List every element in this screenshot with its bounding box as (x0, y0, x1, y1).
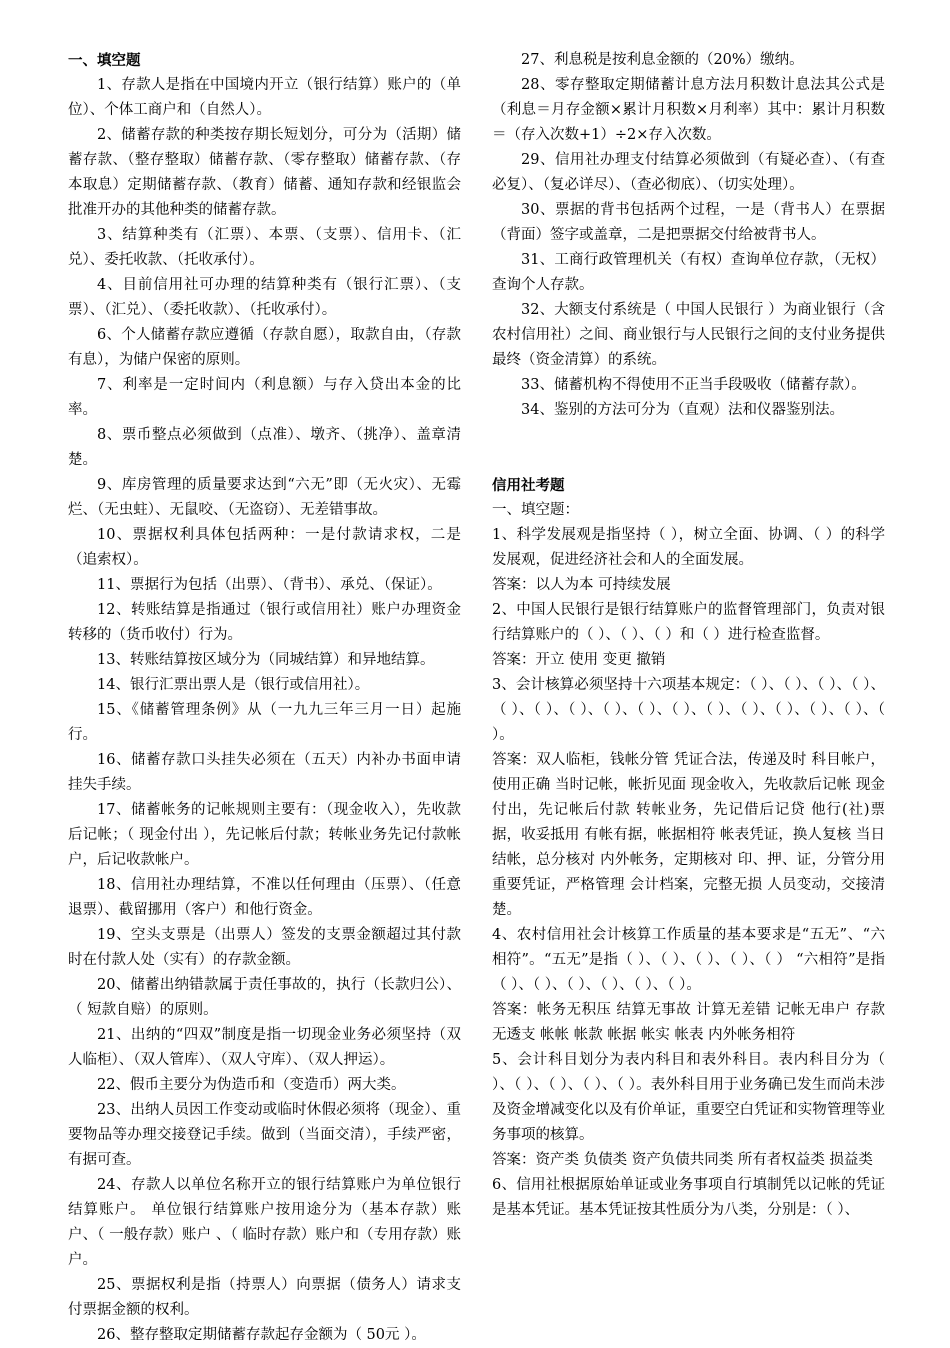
question-item: 3、结算种类有（汇票）、本票、（支票）、信用卡、（汇兑）、委托收款、（托收承付）。 (68, 227, 461, 268)
exam-qa-list (492, 523, 885, 1223)
question-item: 16、储蓄存款口头挂失必须在（五天）内补办书面申请挂失手续。 (68, 752, 461, 793)
question-item: 24、存款人以单位名称开立的银行结算账户为单位银行结算账户。 单位银行结算账户按用途分为（基本存款）账户、（ 一般存款）账户 、（ 临时存款）账户和（专用存款）账户。 (68, 1177, 461, 1268)
question-item: 22、假币主要分为伪造币和（变造币）两大类。 (97, 1077, 406, 1093)
section2-subtitle: 一、填空题： (492, 502, 579, 518)
question-item: 26、整存整取定期储蓄存款起存金额为（ 50元 ）。 (97, 1327, 426, 1343)
question-item: 34、鉴别的方法可分为（直观）法和仪器鉴别法。 (521, 402, 844, 418)
question-item: 17、储蓄帐务的记帐规则主要有：（现金收入），先收款后记帐；（ 现金付出 ），先记帐后付款；转帐业务先记付款帐户，后记收款帐户。 (68, 802, 461, 868)
exam-qa-item: 答案：以人为本 可持续发展 (492, 577, 671, 593)
exam-qa-item: 答案：开立 使用 变更 撤销 (492, 652, 666, 668)
question-item: 19、空头支票是（出票人）签发的支票金额超过其付款时在付款人处（实有）的存款金额。 (68, 927, 461, 968)
question-item: 29、信用社办理支付结算必须做到（有疑必查）、（有查必复）、（复必详尽）、（查必彻底）、（切实处理）。 (492, 152, 885, 193)
question-item: 2、储蓄存款的种类按存期长短划分，可分为（活期）储蓄存款、（整存整取）储蓄存款、（零存整取）储蓄存款、（存本取息）定期储蓄存款、（教育）储蓄、通知存款和经银监会批准开办的其他种类的储蓄存款。 (68, 127, 461, 218)
exam-qa-item: 答案：双人临柜，钱帐分管 凭证合法，传递及时 科目帐户，使用正确 当时记帐，帐折见面 现金收入，先收款后记帐 现金付出，先记帐后付款 转帐业务，先记借后记贷 他行(社)票据，收妥抵用 有帐有据，帐据相符 帐表凭证，换人复核 当日结帐，总分核对 内外帐务，定期核对 印、押、证，分管分用 重要凭证，严格管理 会计档案，完整无损 人员变动，交接清楚。 (492, 752, 885, 918)
section2-title: 信用社考题 (492, 477, 565, 494)
question-item: 10、票据权利具体包括两种：一是付款请求权，二是（追索权）。 (68, 527, 461, 568)
left-question-list (68, 73, 461, 1348)
exam-qa-item: 答案：帐务无积压 结算无事故 计算无差错 记帐无串户 存款无透支 帐帐 帐款 帐据 帐实 帐表 内外帐务相符 (492, 1002, 885, 1043)
question-item: 20、储蓄出纳错款属于责任事故的，执行（长款归公）、（ 短款自赔）的原则。 (68, 977, 461, 1018)
spacer (492, 423, 885, 473)
question-item: 14、银行汇票出票人是（银行或信用社）。 (97, 677, 370, 693)
exam-qa-item: 5、会计科目划分为表内科目和表外科目。表内科目分为（ ）、（ ）、（ ）、（ ）、（ ）。表外科目用于业务确已发生而尚未涉及资金增减变化以及有价单证，重要空白凭证和实物管理等业务事项的核算。 (492, 1052, 885, 1143)
question-item: 6、个人储蓄存款应遵循（存款自愿），取款自由，（存款有息），为储户保密的原则。 (68, 327, 461, 368)
question-item: 11、票据行为包括（出票）、（背书）、承兑、（保证）。 (97, 577, 442, 593)
exam-qa-item: 6、信用社根据原始单证或业务事项自行填制凭以记帐的凭证是基本凭证。基本凭证按其性质分为八类，分别是：（ ）、 (492, 1177, 885, 1218)
question-item: 27、利息税是按利息金额的（20%）缴纳。 (521, 52, 804, 68)
left-column (68, 48, 461, 1348)
exam-qa-item: 3、会计核算必须坚持十六项基本规定：（ ）、（ ）、（ ）、（ ）、（ ）、（ ）、（ ）、（ ）、（ ）、（ ）、（ ）、（ ）、（ ）、（ ）、（ ）、（ ）。 (492, 677, 885, 743)
exam-qa-item: 1、科学发展观是指坚持（ ），树立全面、协调、（ ）的科学发展观，促进经济社会和人的全面发展。 (492, 527, 885, 568)
question-item: 9、库房管理的质量要求达到“六无”即（无火灾）、无霉烂、（无虫蛀）、无鼠咬、（无盗窃）、无差错事故。 (68, 477, 461, 518)
right-column (492, 48, 885, 1223)
question-item: 18、信用社办理结算，不准以任何理由（压票）、（任意退票）、截留挪用（客户）和他行资金。 (68, 877, 461, 918)
question-item: 23、出纳人员因工作变动或临时休假必须将（现金）、重要物品等办理交接登记手续。做到（当面交清），手续严密，有据可查。 (68, 1102, 461, 1168)
question-item: 30、票据的背书包括两个过程，一是（背书人）在票据（背面）签字或盖章，二是把票据交付给被背书人。 (492, 202, 885, 243)
question-item: 4、目前信用社可办理的结算种类有（银行汇票）、（支票）、（汇兑）、（委托收款）、（托收承付）。 (68, 277, 461, 318)
question-item: 21、出纳的“四双”制度是指一切现金业务必须坚持（双人临柜）、（双人管库）、（双人守库）、（双人押运）。 (68, 1027, 461, 1068)
right-question-list (492, 48, 885, 423)
exam-qa-item: 4、农村信用社会计核算工作质量的基本要求是“五无”、“六相符”。“五无”是指（ ）、（ ）、（ ）、（ ）、（ ） “六相符”是指（ ）、（ ）、（ ）、（ ）、（ ）、（ ）。 (492, 927, 885, 993)
question-item: 7、利率是一定时间内（利息额）与存入贷出本金的比率。 (68, 377, 461, 418)
question-item: 28、零存整取定期储蓄计息方法月积数计息法其公式是（利息＝月存金额×累计月积数×月利率）其中：累计月积数＝（存入次数+1）÷2×存入次数。 (492, 77, 885, 143)
section-heading: 一、填空题 (68, 52, 141, 69)
question-item: 8、票币整点必须做到（点准）、墩齐、（挑净）、盖章清楚。 (68, 427, 461, 468)
question-item: 12、转账结算是指通过（银行或信用社）账户办理资金转移的（货币收付）行为。 (68, 602, 461, 643)
question-item: 33、储蓄机构不得使用不正当手段吸收（储蓄存款）。 (521, 377, 866, 393)
question-item: 1、存款人是指在中国境内开立（银行结算）账户的（单位）、个体工商户和（自然人）。 (68, 77, 461, 118)
exam-qa-item: 答案：资产类 负债类 资产负债共同类 所有者权益类 损益类 (492, 1152, 873, 1168)
question-item: 32、大额支付系统是（ 中国人民银行 ）为商业银行（含农村信用社）之间、商业银行与人民银行之间的支付业务提供最终（资金清算）的系统。 (492, 302, 885, 368)
question-item: 13、转账结算按区域分为（同城结算）和异地结算。 (97, 652, 435, 668)
question-item: 25、票据权利是指（持票人）向票据（债务人）请求支付票据金额的权利。 (68, 1277, 461, 1318)
exam-qa-item: 2、中国人民银行是银行结算账户的监督管理部门，负责对银行结算账户的（ ）、（ ）、（ ）和（ ）进行检查监督。 (492, 602, 885, 643)
question-item: 15、《储蓄管理条例》从（一九九三年三月一日）起施行。 (68, 702, 461, 743)
question-item: 31、工商行政管理机关（有权）查询单位存款，（无权）查询个人存款。 (492, 252, 885, 293)
